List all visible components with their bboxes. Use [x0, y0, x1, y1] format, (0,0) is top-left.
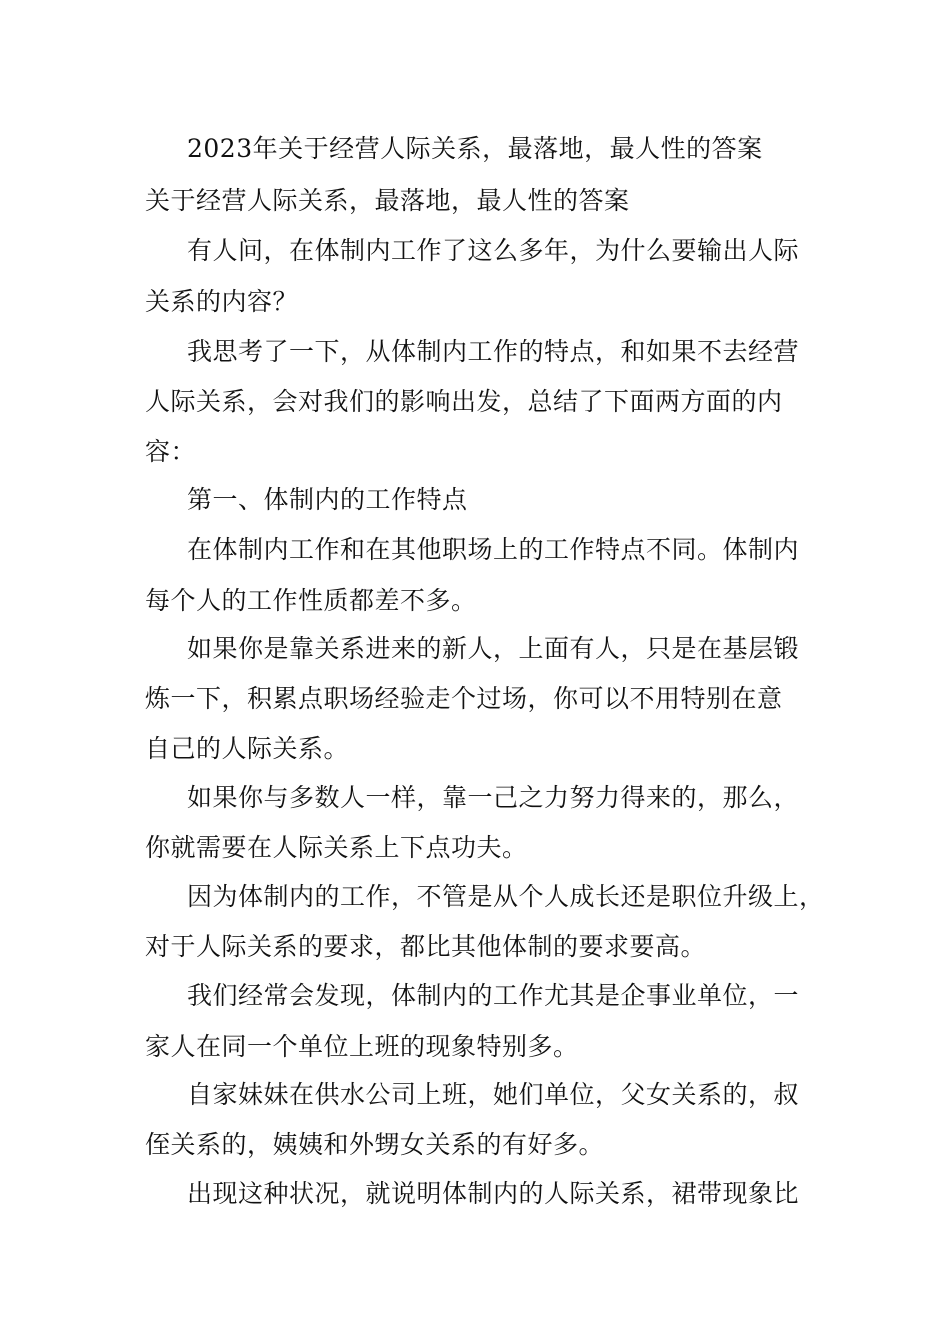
text-line: 自家妹妹在供水公司上班，她们单位，父女关系的，叔: [187, 1080, 800, 1109]
section-heading: 第一、体制内的工作特点: [187, 485, 468, 514]
text-line: 我思考了一下，从体制内工作的特点，和如果不去经营: [187, 337, 800, 366]
text-line: 如果你与多数人一样，靠一己之力努力得来的，那么，: [187, 783, 800, 812]
text-line: 人际关系，会对我们的影响出发，总结了下面两方面的内: [145, 387, 783, 416]
text-line: 出现这种状况，就说明体制内的人际关系，裙带现象比: [187, 1179, 800, 1208]
text-line: 因为体制内的工作，不管是从个人成长还是职位升级上，: [187, 882, 825, 911]
text-line: 关系的内容？: [145, 287, 299, 316]
text-line: 对于人际关系的要求，都比其他体制的要求要高。: [145, 932, 707, 961]
text-line: 我们经常会发现，体制内的工作尤其是企事业单位，一: [187, 981, 800, 1010]
text-line: 自己的人际关系。: [145, 734, 350, 763]
text-line: 侄关系的，姨姨和外甥女关系的有好多。: [145, 1130, 605, 1159]
text-line: 容：: [145, 437, 197, 466]
text-line: 每个人的工作性质都差不多。: [145, 586, 477, 615]
text-line: 你就需要在人际关系上下点功夫。: [145, 833, 528, 862]
text-line: 如果你是靠关系进来的新人，上面有人，只是在基层锻: [187, 634, 800, 663]
document-subtitle: 关于经营人际关系，最落地，最人性的答案: [145, 186, 630, 215]
text-line: 有人问，在体制内工作了这么多年，为什么要输出人际: [187, 236, 800, 265]
document-title: 2023年关于经营人际关系，最落地，最人性的答案: [187, 134, 763, 163]
text-line: 在体制内工作和在其他职场上的工作特点不同。体制内: [187, 535, 800, 564]
text-line: 家人在同一个单位上班的现象特别多。: [145, 1032, 579, 1061]
text-line: 炼一下，积累点职场经验走个过场，你可以不用特别在意: [145, 684, 783, 713]
